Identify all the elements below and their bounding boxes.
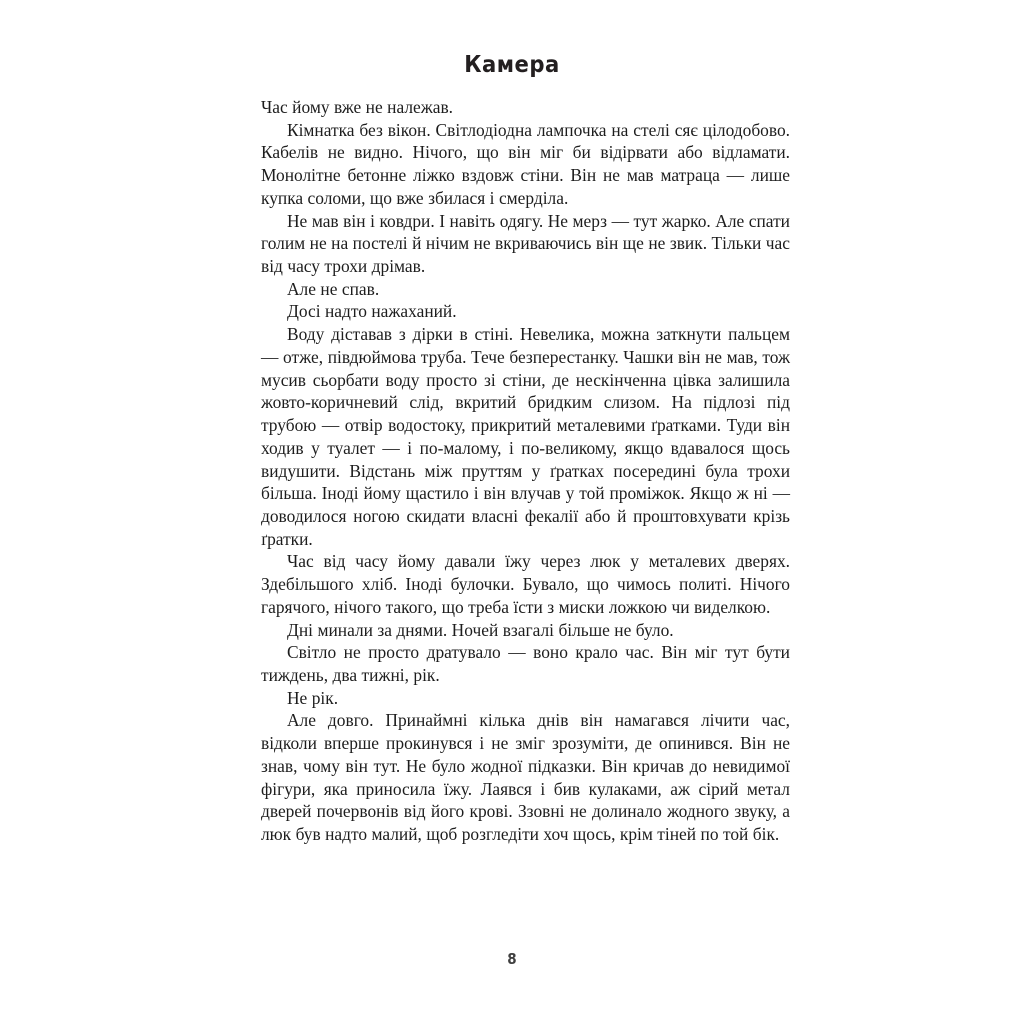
body-paragraph: Досі надто нажаханий. xyxy=(287,301,457,322)
body-paragraph: Час йому вже не належав. xyxy=(261,97,454,117)
body-paragraph: Кімнатка без вікон. Світлодіодна лампочка на стелі сяє цілодобово. Кабелів не видно. Нічого, що він міг би відірвати або відламати. Монолітне бетонне ліжко вздовж стіни. Він не мав матраца — лише купка соломи, що вже збилася і смерділа. xyxy=(261,119,790,208)
body-paragraph: Але довго. Принаймні кілька днів він намагався лічити час, відколи вперше прокинувся і не зміг зрозуміти, де опинився. Він не знав, чому він тут. Не було жодної підказки. Він кричав до невидимої фігури, яка приносила їжу. Лаявся і бив кулаками, аж сірий метал дверей почервонів від його крові. Ззовні не долинало жодного звуку, а люк був надто малий, щоб розгледіти хоч щось, крім тіней по той бік. xyxy=(261,710,790,844)
page-number: 8 xyxy=(507,950,517,968)
body-paragraph: Не мав він і ковдри. І навіть одягу. Не мерз — тут жарко. Але спати голим не на постелі й нічим не вкриваючись він ще не звик. Тільки час від часу трохи дрімав. xyxy=(261,210,790,277)
body-paragraph: Світло не просто дратувало — воно крало час. Він міг тут бути тиждень, два тижні, рік. xyxy=(261,642,790,685)
body-paragraph: Дні минали за днями. Ночей взагалі більше не було. xyxy=(287,619,674,640)
body-paragraph: Не рік. xyxy=(287,687,339,708)
body-paragraph: Час від часу йому давали їжу через люк у металевих дверях. Здебільшого хліб. Іноді булочки. Бувало, що чимось политі. Нічого гарячого, нічого такого, що треба їсти з миски ложкою чи виделкою. xyxy=(261,551,790,617)
body-text-column xyxy=(261,96,790,846)
body-paragraph: Але не спав. xyxy=(287,278,380,299)
chapter-title: Камера xyxy=(464,52,560,78)
body-paragraph: Воду діставав з дірки в стіні. Невелика, можна заткнути пальцем — отже, півдюймова труба. Тече безперестанку. Чашки він не мав, тож мусив сьорбати воду просто зі стіни, де нескінченна цівка залишила жовто-коричневий слід, вкритий бридким слизом. На підлозі під трубою — отвір водостоку, прикритий металевими ґратками. Туди він ходив у туалет — і по-малому, і по-великому, якщо вдавалося щось видушити. Відстань між пруттям у ґратках посередині була трохи більша. Іноді йому щастило і він влучав у той проміжок. Якщо ж ні — доводилося ногою скидати власні фекалії або й проштовхувати крізь ґратки. xyxy=(261,324,790,549)
